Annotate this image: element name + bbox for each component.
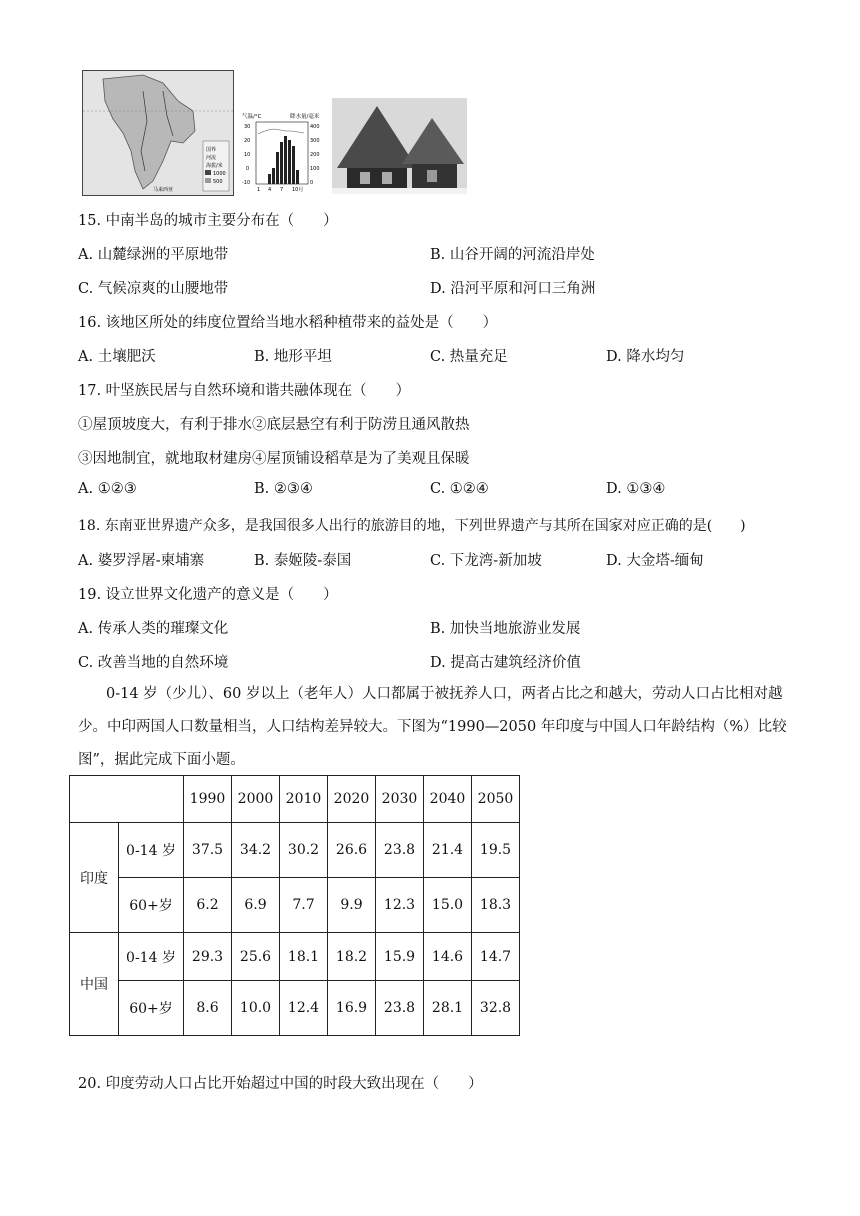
table-cell: 25.6 <box>232 933 280 981</box>
q19-option-d: D. 提高古建筑经济价值 <box>430 655 581 671</box>
table-row <box>70 878 520 933</box>
q19-option-c: C. 改善当地的自然环境 <box>78 655 229 671</box>
q15-option-d: D. 沿河平原和河口三角洲 <box>430 281 596 297</box>
table-cell: 28.1 <box>424 981 472 1036</box>
q16-option-c: C. 热量充足 <box>430 349 508 365</box>
q15-stem: 15. 中南半岛的城市主要分布在（ ） <box>78 213 338 229</box>
year-header: 2050 <box>472 776 520 823</box>
table-cell: 6.9 <box>232 878 280 933</box>
q20-stem: 20. 印度劳动人口占比开始超过中国的时段大致出现在（ ） <box>78 1076 483 1092</box>
table-cell: 15.9 <box>376 933 424 981</box>
map-legend-500: 500 <box>213 179 223 185</box>
table-cell: 6.2 <box>184 878 232 933</box>
age-group-label: 60+岁 <box>119 878 184 933</box>
figures-row <box>82 70 472 195</box>
map-label-malaysia: 马来西亚 <box>153 187 174 193</box>
table-cell: 23.8 <box>376 981 424 1036</box>
q17-option-c: C. ①②④ <box>430 481 489 497</box>
year-header: 2000 <box>232 776 280 823</box>
q18-stem: 18. 东南亚世界遗产众多，是我国很多人出行的旅游目的地，下列世界遗产与其所在国家对应正确的是( ) <box>78 518 746 534</box>
q15-option-a: A. 山麓绿洲的平原地带 <box>78 247 229 263</box>
year-header: 2040 <box>424 776 472 823</box>
q17-statement-2: ③因地制宜，就地取材建房④屋顶铺设稻草是为了美观且保暖 <box>78 451 470 467</box>
climate-right-tick-300: 300 <box>310 138 320 144</box>
climate-chart-figure <box>242 112 324 194</box>
climate-left-tick-20: 20 <box>244 138 251 144</box>
climate-month-7: 7 <box>280 187 284 193</box>
house-drawing <box>332 98 467 194</box>
table-cell: 18.2 <box>328 933 376 981</box>
q19-option-a: A. 传承人类的璀璨文化 <box>78 621 229 637</box>
age-group-label: 60+岁 <box>119 981 184 1036</box>
q18-option-c: C. 下龙湾-新加坡 <box>430 553 542 569</box>
map-drawing <box>83 71 233 195</box>
q16-option-a: A. 土壤肥沃 <box>78 349 156 365</box>
table-cell: 8.6 <box>184 981 232 1036</box>
country-label-india: 印度 <box>70 823 119 933</box>
q16-option-d: D. 降水均匀 <box>606 349 685 365</box>
map-legend-border: 国界 <box>206 147 217 153</box>
table-row <box>70 933 520 981</box>
age-group-label: 0-14 岁 <box>119 823 184 878</box>
map-legend-1000: 1000 <box>213 171 226 177</box>
map-legend-river: 河流 <box>206 155 217 161</box>
climate-month-10: 10月 <box>292 187 304 193</box>
q17-statement-1: ①屋顶坡度大，有利于排水②底层悬空有利于防涝且通风散热 <box>78 417 470 433</box>
table-cell: 37.5 <box>184 823 232 878</box>
climate-right-tick-100: 100 <box>310 166 320 172</box>
q18-option-b: B. 泰姬陵-泰国 <box>254 553 352 569</box>
table-cell: 9.9 <box>328 878 376 933</box>
table-cell: 10.0 <box>232 981 280 1036</box>
q19-stem: 19. 设立世界文化遗产的意义是（ ） <box>78 587 338 603</box>
table-corner-cell <box>70 776 184 823</box>
q17-option-d: D. ①③④ <box>606 481 666 497</box>
table-cell: 29.3 <box>184 933 232 981</box>
table-cell: 14.6 <box>424 933 472 981</box>
table-cell: 16.9 <box>328 981 376 1036</box>
year-header: 1990 <box>184 776 232 823</box>
age-group-label: 0-14 岁 <box>119 933 184 981</box>
table-cell: 21.4 <box>424 823 472 878</box>
q15-option-b: B. 山谷开阔的河流沿岸处 <box>430 247 595 263</box>
climate-right-tick-0: 0 <box>310 180 314 186</box>
climate-left-tick-10: 10 <box>244 152 251 158</box>
table-cell: 26.6 <box>328 823 376 878</box>
q16-option-b: B. 地形平坦 <box>254 349 332 365</box>
climate-month-1: 1 <box>257 187 261 193</box>
table-cell: 7.7 <box>280 878 328 933</box>
table-cell: 14.7 <box>472 933 520 981</box>
table-header-row <box>70 776 520 823</box>
q17-stem: 17. 叶坚族民居与自然环境和谐共融体现在（ ） <box>78 383 411 399</box>
table-cell: 18.3 <box>472 878 520 933</box>
table-cell: 30.2 <box>280 823 328 878</box>
climate-right-tick-400: 400 <box>310 124 320 130</box>
table-row <box>70 981 520 1036</box>
climate-left-tick-0: 0 <box>246 166 250 172</box>
q17-option-b: B. ②③④ <box>254 481 313 497</box>
table-row <box>70 823 520 878</box>
climate-left-tick-30: 30 <box>244 124 251 130</box>
climate-left-axis-title: 气温/°C <box>242 114 262 120</box>
indochina-map-figure <box>82 70 234 196</box>
table-cell: 23.8 <box>376 823 424 878</box>
thatched-house-photo <box>332 98 467 194</box>
table-cell: 34.2 <box>232 823 280 878</box>
climate-month-4: 4 <box>268 187 272 193</box>
q17-option-a: A. ①②③ <box>78 481 137 497</box>
table-cell: 32.8 <box>472 981 520 1036</box>
population-age-table <box>69 775 520 1036</box>
table-cell: 12.4 <box>280 981 328 1036</box>
q15-option-c: C. 气候凉爽的山腰地带 <box>78 281 229 297</box>
year-header: 2010 <box>280 776 328 823</box>
climate-chart-drawing <box>242 112 324 194</box>
precipitation-bars <box>268 136 299 184</box>
map-legend-altitude: 海拔/米 <box>206 163 223 169</box>
q19-option-b: B. 加快当地旅游业发展 <box>430 621 581 637</box>
intro-paragraph: 0-14 岁（少儿）、60 岁以上（老年人）人口都属于被抚养人口，两者占比之和越大，劳动人口占比相对越少。中印两国人口数量相当，人口结构差异较大。下图为“1990—2050 年印度与中国人口年龄结构（%）比较图”，据此完成下面小题。 <box>78 686 787 768</box>
climate-left-tick-minus10: -10 <box>242 180 251 186</box>
table-cell: 18.1 <box>280 933 328 981</box>
q16-stem: 16. 该地区所处的纬度位置给当地水稻种植带来的益处是（ ） <box>78 315 498 331</box>
q18-option-a: A. 婆罗浮屠-柬埔寨 <box>78 553 205 569</box>
climate-right-tick-200: 200 <box>310 152 320 158</box>
year-header: 2030 <box>376 776 424 823</box>
year-header: 2020 <box>328 776 376 823</box>
table-cell: 12.3 <box>376 878 424 933</box>
country-label-china: 中国 <box>70 933 119 1036</box>
table-cell: 15.0 <box>424 878 472 933</box>
climate-right-axis-title: 降水量/毫米 <box>290 114 320 120</box>
q18-option-d: D. 大金塔-缅甸 <box>606 553 704 569</box>
table-cell: 19.5 <box>472 823 520 878</box>
